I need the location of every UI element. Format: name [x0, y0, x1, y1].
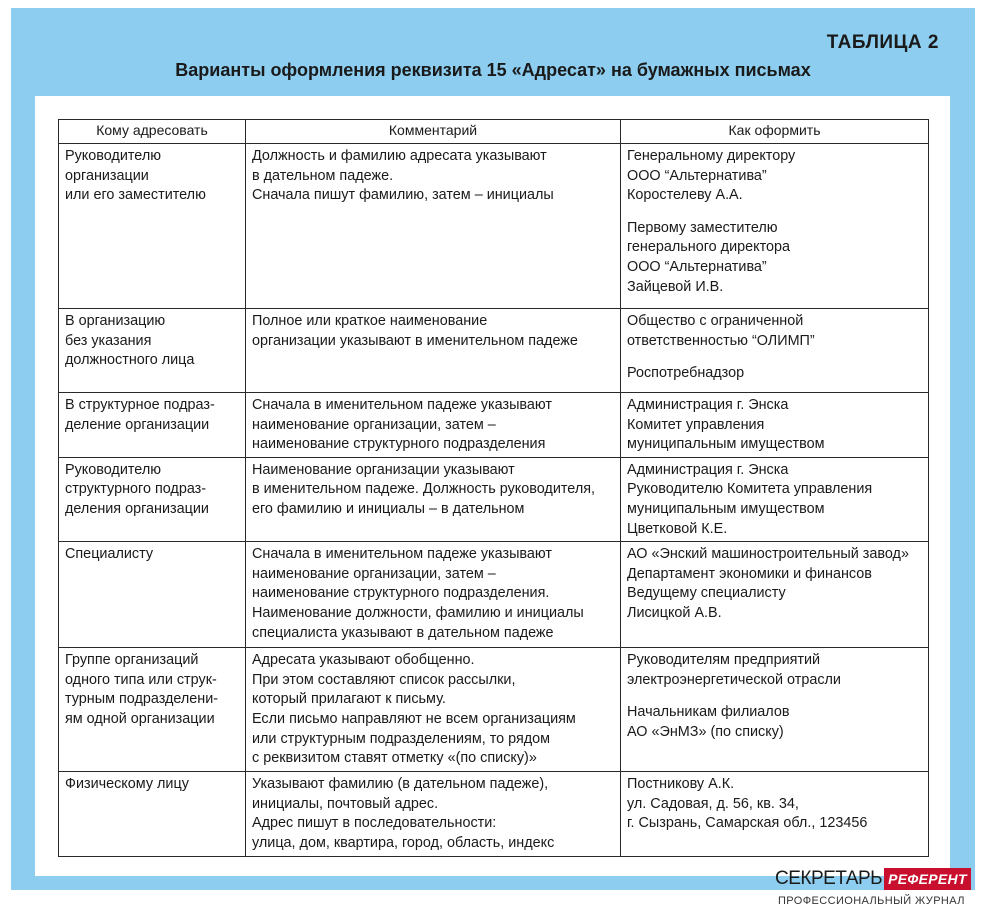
cell-line: или его заместителю — [65, 187, 206, 204]
cell-line: улица, дом, квартира, город, область, индекс — [252, 834, 555, 851]
table-row — [59, 457, 929, 541]
cell-line: или структурным подразделениям, то рядом — [252, 730, 551, 747]
to-cell — [59, 772, 246, 856]
table-title: Варианты оформления реквизита 15 «Адресат» на бумажных письмах — [175, 60, 811, 80]
cell-line: должностного лица — [65, 352, 195, 369]
example-cell — [621, 393, 929, 458]
cell-line: ООО “Альтернатива” — [627, 167, 767, 184]
cell-line: ответственностью “ОЛИМП” — [627, 332, 815, 349]
table-panel — [35, 96, 950, 876]
cell-line: с реквизитом ставят отметку «(по списку)» — [252, 750, 537, 767]
cell-line: муниципальным имуществом — [627, 500, 825, 517]
cell-line: Специалисту — [65, 546, 154, 563]
table-row — [59, 542, 929, 648]
line-gap — [627, 206, 923, 219]
cell-line: Ведущему специалисту — [627, 585, 786, 602]
cell-line: Лисицкой А.В. — [627, 604, 722, 621]
cell-line: Комитет управления — [627, 416, 765, 433]
cell-line: Полное или краткое наименование — [252, 313, 488, 329]
comment-cell — [246, 542, 621, 648]
magazine-logo — [775, 868, 969, 907]
cell-line: АО «Энский машиностроительный завод» — [627, 546, 909, 563]
cell-line: в дательном падеже. — [252, 167, 394, 184]
cell-line: ООО “Альтернатива” — [627, 258, 767, 275]
column-header-example: Как оформить — [621, 120, 929, 144]
example-cell — [621, 648, 929, 772]
cell-line: В организацию — [65, 313, 166, 329]
cell-line: который прилагают к письму. — [252, 691, 446, 708]
logo-subtitle: ПРОФЕССИОНАЛЬНЫЙ ЖУРНАЛ — [778, 895, 965, 907]
comment-cell — [246, 144, 621, 309]
cell-line: Роспотребнадзор — [627, 365, 745, 382]
cell-line: Должность и фамилию адресата указывают — [252, 148, 547, 164]
to-cell — [59, 393, 246, 458]
example-cell — [621, 772, 929, 856]
cell-line: ям одной организации — [65, 710, 215, 727]
cell-line: в именительном падеже. Должность руководителя, — [252, 481, 596, 498]
cell-line: наименование структурного подразделения. — [252, 585, 550, 602]
addressee-table — [58, 119, 929, 857]
cell-line: его фамилию и инициалы – в дательном — [252, 500, 525, 517]
cell-line: Наименование организации указывают — [252, 461, 515, 478]
table-row — [59, 648, 929, 772]
cell-line: Если письмо направляют не всем организациям — [252, 710, 576, 727]
cell-line: В структурное подраз- — [65, 397, 215, 413]
blue-frame — [11, 8, 975, 890]
example-cell — [621, 457, 929, 541]
cell-line: Руководителю — [65, 461, 162, 478]
cell-line: Администрация г. Энска — [627, 397, 789, 413]
cell-line: без указания — [65, 332, 152, 349]
cell-line: Наименование должности, фамилию и инициалы — [252, 604, 584, 621]
cell-line: Постникову А.К. — [627, 776, 735, 793]
cell-line: Руководителям предприятий — [627, 652, 821, 669]
table-header-row — [59, 120, 929, 144]
cell-line: Физическому лицу — [65, 776, 189, 793]
table-row — [59, 772, 929, 856]
cell-line: При этом составляют список рассылки, — [252, 671, 516, 688]
cell-line: организации — [65, 167, 149, 184]
cell-line: наименование структурного подразделения — [252, 436, 546, 453]
cell-line: Руководителю Комитета управления — [627, 481, 873, 498]
line-gap — [627, 690, 923, 703]
to-cell — [59, 648, 246, 772]
cell-line: Руководителю — [65, 148, 162, 164]
cell-line: Зайцевой И.В. — [627, 278, 724, 295]
cell-line: наименование организации, затем – — [252, 565, 496, 582]
cell-line: АО «ЭнМЗ» (по списку) — [627, 723, 784, 740]
cell-line: деления организации — [65, 500, 209, 517]
cell-line: Начальникам филиалов — [627, 704, 790, 721]
cell-line: Сначала в именительном падеже указывают — [252, 397, 552, 413]
cell-line: Администрация г. Энска — [627, 461, 789, 478]
table-row — [59, 144, 929, 309]
to-cell — [59, 542, 246, 648]
table-row — [59, 393, 929, 458]
example-cell — [621, 542, 929, 648]
cell-line: специалиста указывают в дательном падеже — [252, 624, 554, 641]
comment-cell — [246, 309, 621, 393]
cell-line: г. Сызрань, Самарская обл., 123456 — [627, 815, 868, 832]
comment-cell — [246, 457, 621, 541]
cell-line: организации указывают в именительном падеже — [252, 332, 578, 349]
to-cell — [59, 457, 246, 541]
cell-line: Адресата указывают обобщенно. — [252, 652, 475, 669]
cell-line: Общество с ограниченной — [627, 313, 804, 329]
comment-cell — [246, 648, 621, 772]
cell-line: наименование организации, затем – — [252, 416, 496, 433]
cell-line: электроэнергетической отрасли — [627, 671, 841, 688]
cell-line: Указывают фамилию (в дательном падеже), — [252, 776, 549, 793]
table-row — [59, 309, 929, 393]
cell-line: Группе организаций — [65, 652, 199, 669]
cell-line: Сначала в именительном падеже указывают — [252, 546, 552, 563]
example-cell — [621, 309, 929, 393]
cell-line: деление организации — [65, 416, 210, 433]
column-header-comment: Комментарий — [246, 120, 621, 144]
cell-line: турным подразделени- — [65, 691, 219, 708]
cell-line: Адрес пишут в последовательности: — [252, 815, 497, 832]
example-cell — [621, 144, 929, 309]
cell-line: ул. Садовая, д. 56, кв. 34, — [627, 795, 799, 812]
table-number: ТАБЛИЦА 2 — [826, 32, 939, 53]
to-cell — [59, 309, 246, 393]
cell-line: Коростелеву А.А. — [627, 187, 743, 204]
logo-word-secretary: СЕКРЕТАРЬ — [775, 868, 883, 889]
cell-line: инициалы, почтовый адрес. — [252, 795, 439, 812]
cell-line: Департамент экономики и финансов — [627, 565, 872, 582]
cell-line: генерального директора — [627, 239, 791, 256]
comment-cell — [246, 393, 621, 458]
comment-cell — [246, 772, 621, 856]
cell-line: муниципальным имуществом — [627, 436, 825, 453]
cell-line: Генеральному директору — [627, 148, 796, 164]
cell-line: Цветковой К.Е. — [627, 520, 728, 537]
to-cell — [59, 144, 246, 309]
cell-line: одного типа или струк- — [65, 671, 217, 688]
cell-line: Первому заместителю — [627, 219, 778, 236]
logo-word-referent: РЕФЕРЕНТ — [884, 868, 971, 890]
line-gap — [627, 351, 923, 364]
cell-line: структурного подраз- — [65, 481, 207, 498]
column-header-to: Кому адресовать — [59, 120, 246, 144]
cell-line: Сначала пишут фамилию, затем – инициалы — [252, 187, 554, 204]
